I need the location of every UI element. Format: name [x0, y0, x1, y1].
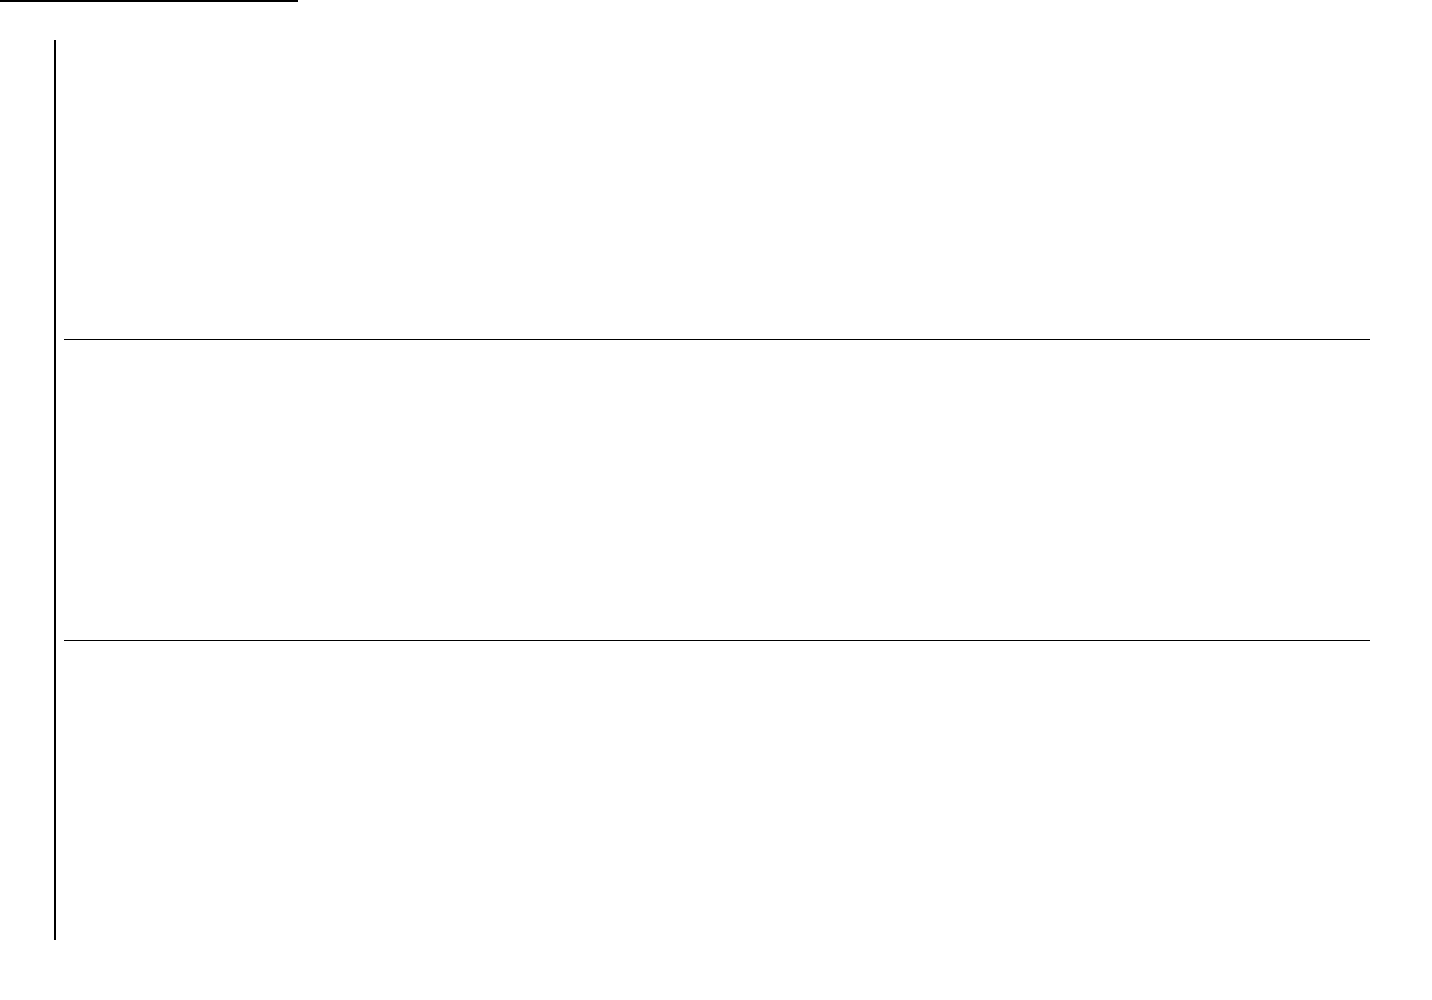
text-column-2 [64, 340, 1370, 639]
digitization-notice [1392, 0, 1432, 1000]
text-column-1 [64, 641, 1370, 940]
page-header [0, 0, 50, 980]
text-column-3 [64, 40, 1370, 339]
column-divider [64, 339, 1370, 340]
column-divider [64, 640, 1370, 641]
digitization-notice-text [1396, 20, 1428, 980]
text-columns [64, 40, 1370, 940]
header-rule [54, 40, 56, 940]
